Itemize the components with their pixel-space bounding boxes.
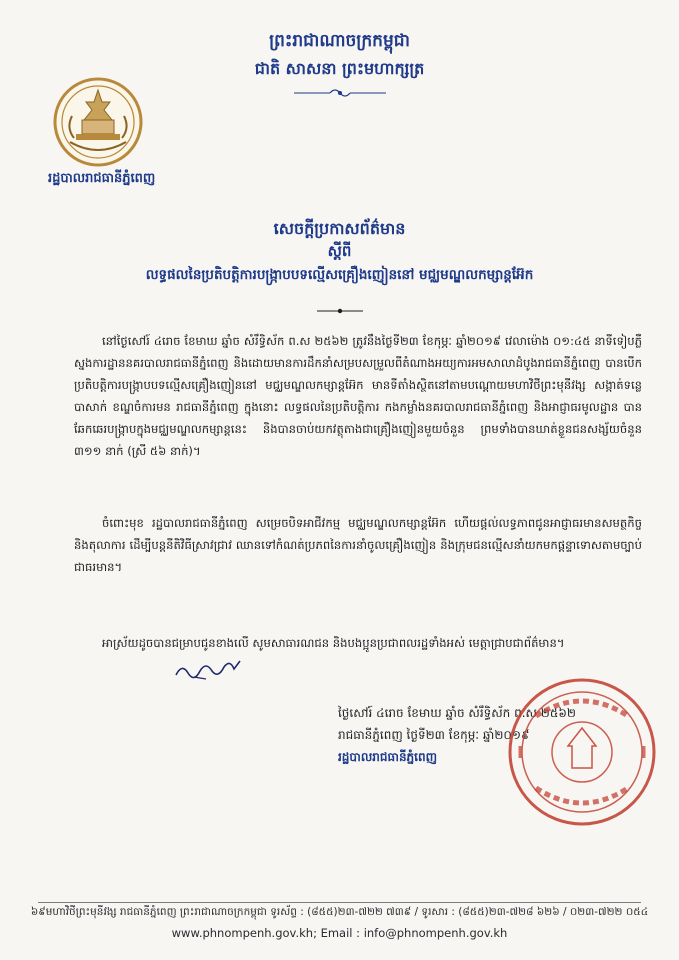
header-ornament-icon: [290, 86, 390, 100]
document-about-label: ស្តីពី: [327, 242, 352, 260]
footer-separator: ;: [313, 926, 321, 940]
handwritten-signature-icon: [172, 655, 244, 683]
paragraph-3: អាស្រ័យដូចបានជម្រាបជូនខាងលើ សូមសាធារណជន និងបងប្អូនប្រជាពលរដ្ឋទាំងអស់ មេត្តាជ្រាបជាព័ត៌មាន។: [102, 636, 565, 650]
footer-contact: [0, 926, 679, 940]
subject-divider-icon: [315, 307, 365, 315]
paragraph-2: ចំពោះមុខ រដ្ឋបាលរាជធានីភ្នំពេញ សម្រេចបិទអាជីវកម្ម មជ្ឈមណ្ឌលកម្សាន្តអ៊ែក ហើយផ្តល់លទ្ធភាពជូនអាជ្ញាធរមានសមត្ថកិច្ច និងតុលាការ ដើម្បីបន្តនីតិវិធីស្រាវជ្រាវ ឈានទៅកំណត់ប្រភពនៃការនាំចូលគ្រឿងញៀន និងក្រុមជនល្មើសនាំយកមកផ្តន្ទាទោសតាមច្បាប់ជាធរមាន។: [74, 516, 642, 574]
footer-address: ៦៩មហាវិថីព្រះមុនីវង្ស រាជធានីភ្នំពេញ ព្រះរាជាណាចក្រកម្ពុជា ទូរស័ព្ទ : (៨៥៥)២៣-៧២២ ៧៣៩ / ទូរសារ : (៨៥៥)២៣-៧២៨ ៦២៦ / ០២៣-៧២២ ០៥៤: [30, 906, 649, 918]
document-title: សេចក្តីប្រកាសព័ត៌មាន: [273, 219, 406, 238]
footer-website[interactable]: www.phnompenh.gov.kh: [171, 926, 314, 940]
closing-place-date: រាជធានីភ្នំពេញ ថ្ងៃទី២៣ ខែកុម្ភៈ ឆ្នាំ២០១៩: [338, 728, 530, 742]
paragraph-1: នៅថ្ងៃសៅរ៍ ៤រោច ខែមាឃ ឆ្នាំច សំរឹទ្ធិស័ក ព.ស ២៥៦២ ត្រូវនឹងថ្ងៃទី២៣ ខែកុម្ភៈ ឆ្នាំ២០១៩ វេលាម៉ោង ០១:៤៥ នាទីទៀបភ្លឺ ស្នងការដ្ឋាននគរបាលរាជធានីភ្នំពេញ និងដោយមានការដឹកនាំសម្របសម្រួលពីតំណាងអយ្យការអមសាលាដំបូងរាជធានីភ្នំពេញ បានបើកប្រតិបត្តិការបង្ក្រាបបទល្មើសគ្រឿងញៀននៅ មជ្ឈមណ្ឌលកម្សាន្តអ៊ែក មានទីតាំងស្ថិតនៅតាមបណ្តោយមហាវិថីព្រះមុនីវង្ស សង្កាត់ទន្លេបាសាក់ ខណ្ឌចំការមន រាជធានីភ្នំពេញ ក្នុងនោះ លទ្ធផលនៃប្រតិបត្តិការ កងកម្លាំងនគរបាលរាជធានីភ្នំពេញ និងអាជ្ញាធរមូលដ្ឋាន បានឆែកឆេរបង្ក្រាបក្នុងមជ្ឈមណ្ឌលកម្សាន្តនេះ និងបានចាប់យកវត្ថុតាងជាគ្រឿងញៀនមួយចំនួន ព្រមទាំងបានឃាត់ខ្លួនជនសង្ស័យចំនួន ៣១១ នាក់ (ស្រី ៥៦ នាក់)។: [74, 334, 642, 458]
national-motto: ជាតិ សាសនា ព្រះមហាក្សត្រ: [254, 59, 425, 78]
issuer-name: រដ្ឋបាលរាជធានីភ្នំពេញ: [48, 171, 156, 186]
city-seal-icon: [52, 76, 144, 168]
closing-lunar-date: ថ្ងៃសៅរ៍ ៤រោច ខែមាឃ ឆ្នាំច សំរឹទ្ធិស័ក ព.ស ២៥៦២: [338, 706, 576, 720]
document-subject: លទ្ធផលនៃប្រតិបត្តិការបង្ក្រាបបទល្មើសគ្រឿងញៀននៅ មជ្ឈមណ្ឌលកម្សាន្តអ៊ែក: [145, 267, 534, 283]
kingdom-heading: ព្រះរាជាណាចក្រកម្ពុជា: [269, 31, 410, 51]
official-stamp-icon: [506, 676, 658, 828]
footer-email[interactable]: info@phnompenh.gov.kh: [363, 926, 508, 940]
footer-divider: [38, 902, 641, 903]
footer-email-label: Email :: [320, 926, 361, 940]
closing-signatory: រដ្ឋបាលរាជធានីភ្នំពេញ: [338, 750, 438, 764]
